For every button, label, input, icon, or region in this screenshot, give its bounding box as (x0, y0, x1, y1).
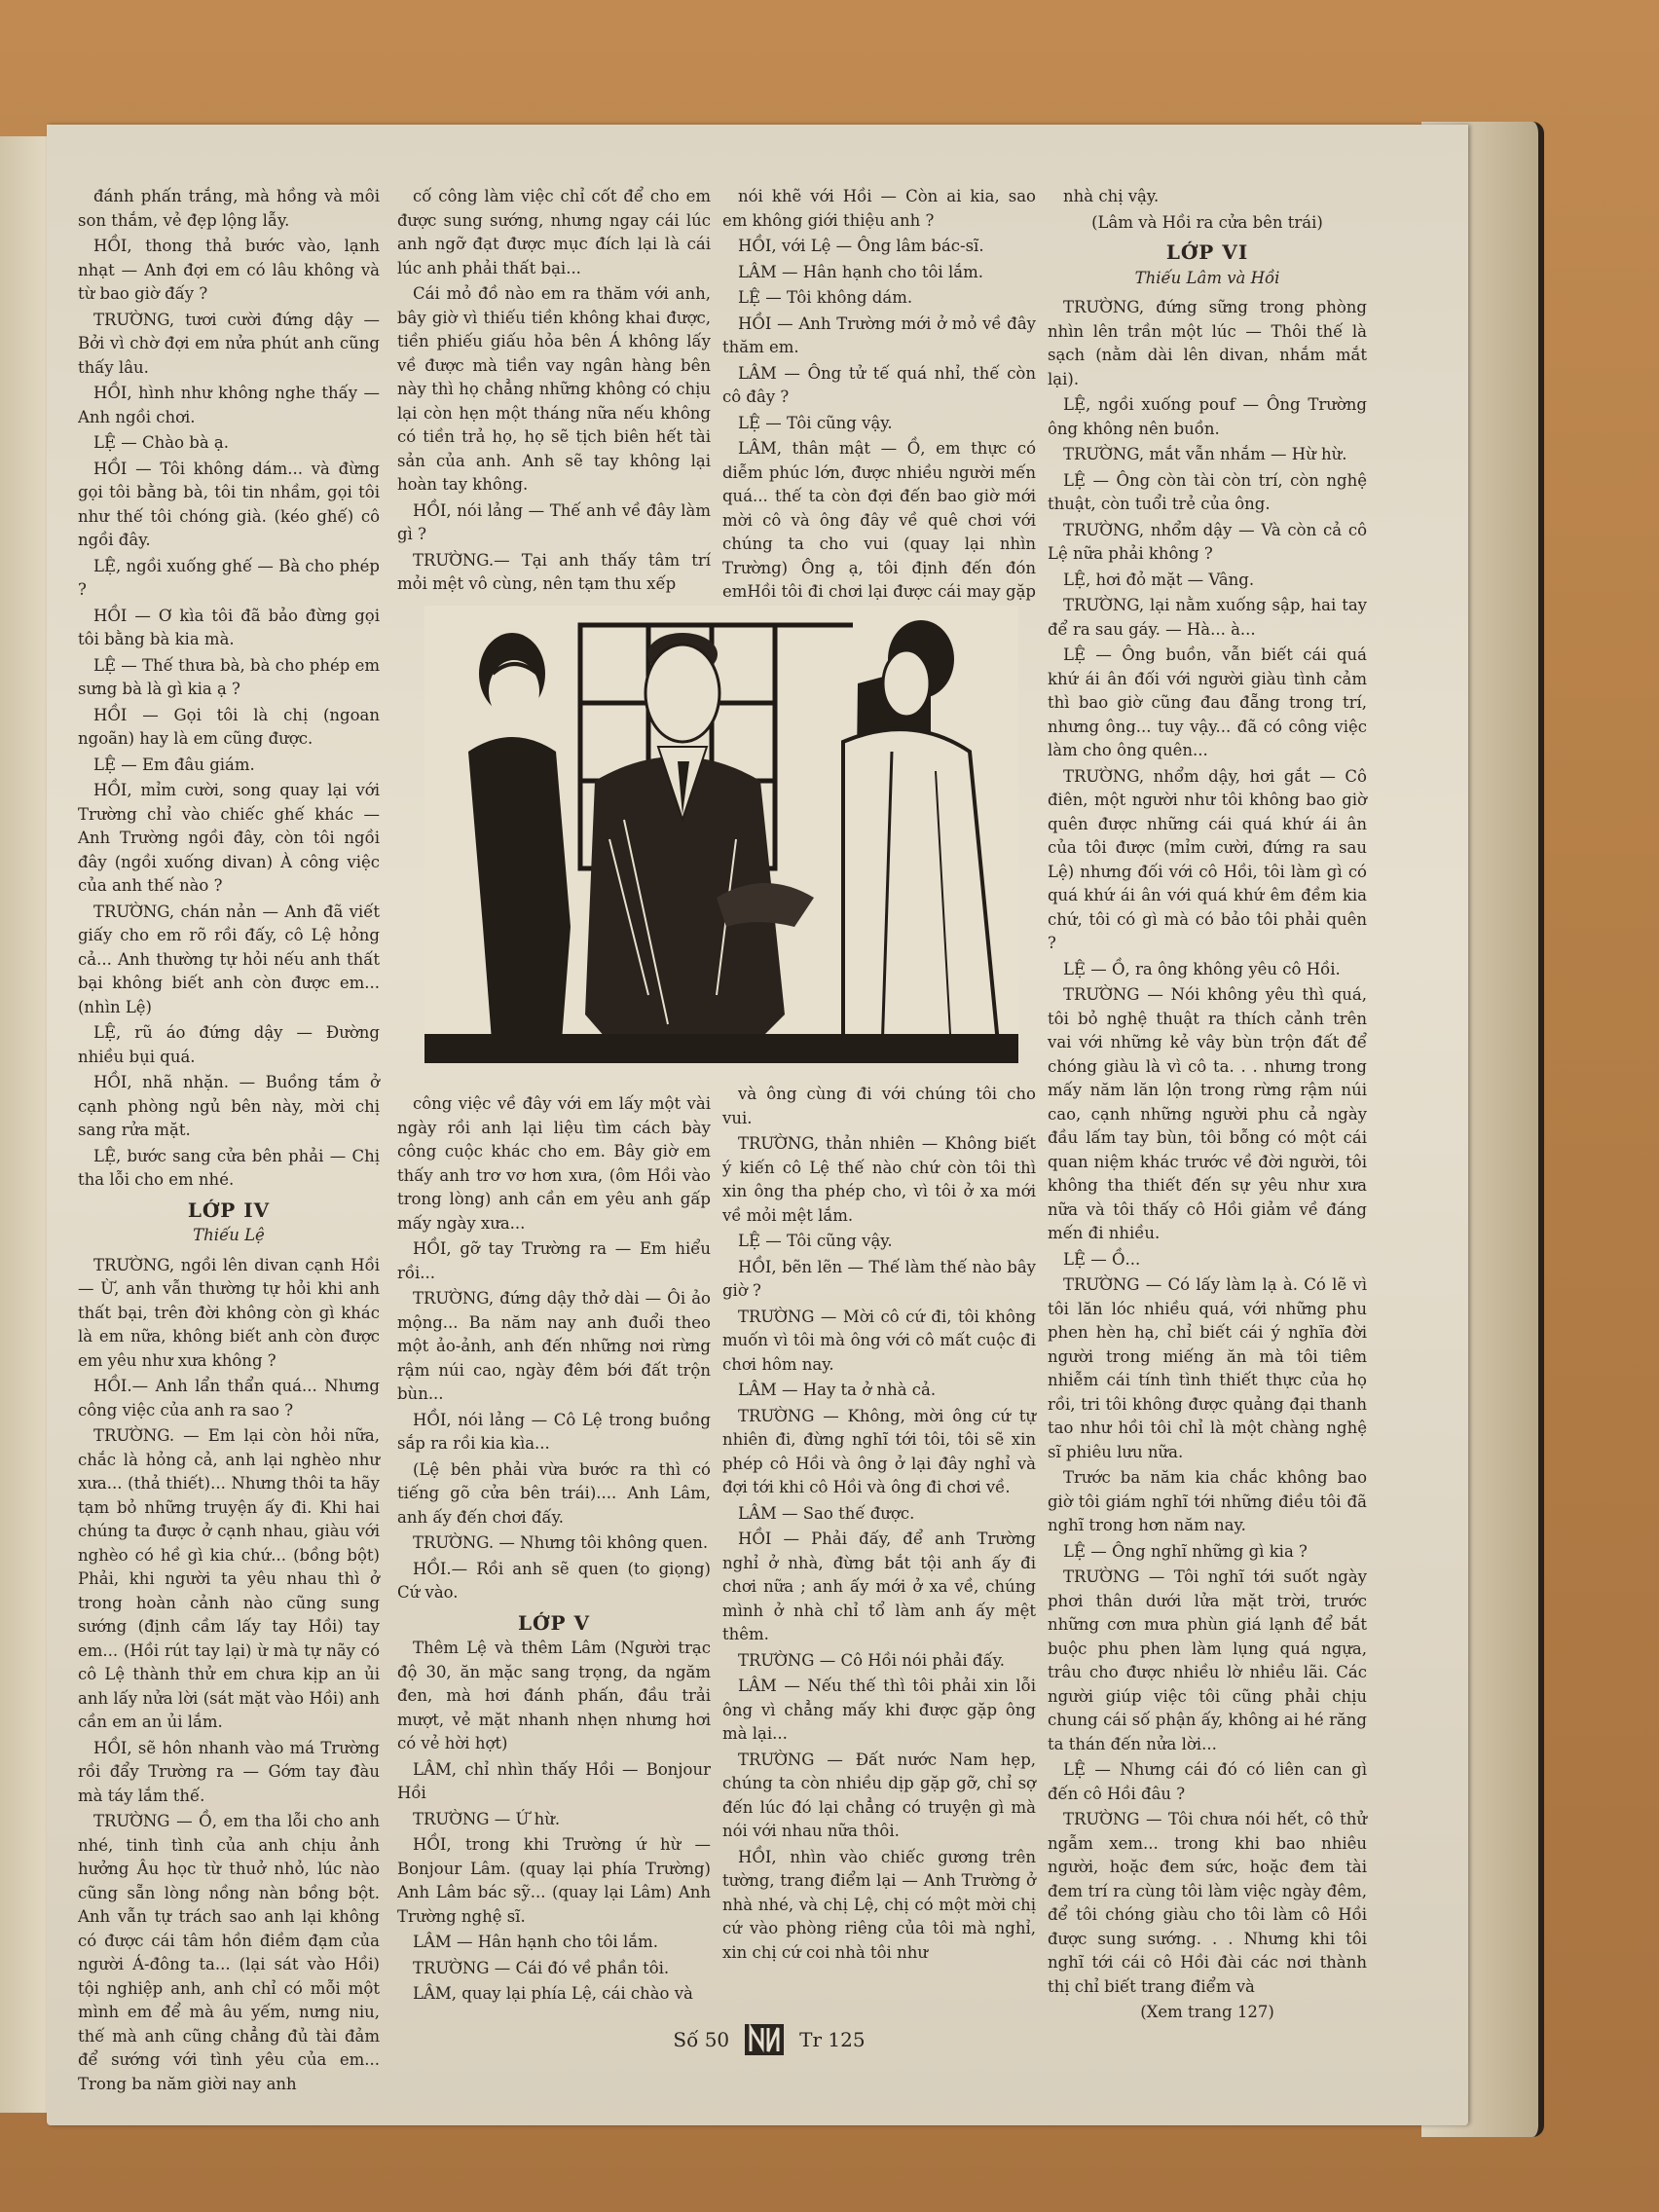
issue-number: Số 50 (673, 2028, 730, 2051)
text-paragraph: HỒI — Anh Trường mới ở mỏ về đây thăm em. (722, 313, 1036, 356)
text-paragraph: LỆ — Tôi không dám. (738, 288, 913, 307)
text-paragraph: LỆ — Tôi cũng vậy. (738, 1232, 893, 1250)
text-paragraph: TRƯỜNG. — Nhưng tôi không quen. (413, 1533, 709, 1552)
woodcut-illustration (424, 606, 1018, 1063)
text-paragraph: HỒI, bẽn lẽn — Thế làm thế nào bây giờ ? (722, 1257, 1036, 1300)
text-paragraph: TRƯỜNG, nhổm dậy — Và còn cả cô Lệ nữa phải không ? (1048, 520, 1367, 563)
text-paragraph: LỆ — Thế thưa bà, bà cho phép em sưng bà là gì kia ạ ? (78, 655, 380, 698)
text-paragraph: LÂM — Hân hạnh cho tôi lắm. (738, 262, 983, 281)
text-paragraph: LÂM — Hay ta ở nhà cả. (738, 1381, 937, 1399)
text-paragraph: TRƯỜNG, lại nằm xuống sập, hai tay để ra sau gáy. — Hà... à... (1048, 596, 1367, 639)
text-paragraph: LỆ, bước sang cửa bên phải — Chị tha lỗi cho em nhé. (78, 1146, 380, 1189)
section-subheading: Thiếu Lệ (193, 1226, 265, 1244)
text-paragraph: TRƯỜNG — Mời cô cứ đi, tôi không muốn vì tôi mà ông với cô mất cuộc đi chơi hôm nay. (722, 1307, 1036, 1374)
text-paragraph: TRƯỜNG, đứng dậy thở dài — Ôi ảo mộng... Ba năm nay anh đuổi theo một ảo-ảnh, anh đến những nơi rừng rậm núi cao, ngày đêm bới đất trộn bùn... (397, 1289, 711, 1403)
text-paragraph: HỒI, mỉm cười, song quay lại với Trường chỉ vào chiếc ghế khác — Anh Trường ngồi đây, còn tôi ngồi đây (ngồi xuống divan) À công việc của anh thế nào ? (78, 781, 380, 895)
text-paragraph: TRƯỜNG — Ứ hừ. (413, 1809, 561, 1828)
page-footer (643, 2015, 896, 2064)
text-paragraph: TRƯỜNG. — Em lại còn hỏi nữa, chắc là hỏng cả, anh lại nghèo như xưa... (thả thiết)... Nhưng thôi ta hãy tạm bỏ những truyện ấy đi. Khi hai chúng ta được ở cạnh nhau, giàu với nghèo có hề gì kia chứ... (bồng bột) Phải, khi người ta yêu nhau thì ở trong hoàn cảnh nào cũng sung sướng (định cầm lấy tay Hồi) tay em... (Hồi rút tay lại) ừ mà tự nãy có cô Lệ thành thử em chưa kịp an ủi anh lấy nửa lời (sát mặt vào Hồi) anh cần em an ủi lắm. (78, 1426, 380, 1731)
text-paragraph: LÂM — Hân hạnh cho tôi lắm. (413, 1933, 658, 1951)
text-paragraph: và ông cùng đi với chúng tôi cho vui. (722, 1085, 1036, 1127)
text-column-2-bottom (397, 1092, 711, 2009)
text-paragraph: HỒI.— Rồi anh sẽ quen (to giọng) Cứ vào. (397, 1559, 711, 1602)
text-paragraph: HỒI, nhã nhặn. — Buồng tắm ở cạnh phòng ngủ bên này, mời chị sang rửa mặt. (78, 1073, 380, 1139)
text-paragraph: LỆ — Ông còn tài còn trí, còn nghệ thuật, còn tuổi trẻ của ông. (1048, 470, 1367, 513)
text-paragraph: LÂM, thân mật — Ồ, em thực có diễm phúc lớn, được nhiều người mến quá... thế ta còn đợi đến bao giờ mới mời cô và ông đây về quê chơi với chúng ta cho vui (quay lại nhìn Trường) Ông ạ, tôi định đến đón emHồi tôi đi chơi lại được cái may gặp (722, 439, 1036, 601)
text-paragraph: đánh phấn trắng, mà hồng và môi son thắm, vẻ đẹp lộng lẫy. (78, 187, 380, 230)
text-paragraph: TRƯỜNG — Đất nước Nam hẹp, chúng ta còn nhiều dịp gặp gỡ, chỉ sợ đến lúc đó lại chẳng có truyện gì mà nói với nhau nữa thôi. (722, 1750, 1036, 1840)
text-paragraph: HỒI — Gọi tôi là chị (ngoan ngoãn) hay là em cũng được. (78, 705, 380, 748)
text-paragraph: HỒI.— Anh lẩn thẩn quá... Nhưng công việc của anh ra sao ? (78, 1377, 380, 1419)
text-column-2-top (397, 185, 711, 599)
text-paragraph: LỆ, hơi đỏ mặt — Vâng. (1063, 570, 1255, 589)
section-subheading: Thiếu Lâm và Hồi (1134, 268, 1280, 287)
section-heading: LỚP V (517, 1610, 590, 1635)
page-number: Tr 125 (799, 2028, 866, 2051)
text-paragraph: TRƯỜNG, ngồi lên divan cạnh Hồi — Ừ, anh vẫn thường tự hỏi khi anh thất bại, trên đời không còn gì khác là em nữa, không biết anh còn được em yêu như xưa không ? (78, 1255, 380, 1370)
text-paragraph: LỆ, ngồi xuống pouf — Ông Trường ông không nên buồn. (1048, 395, 1367, 438)
text-paragraph: HỒI, gỡ tay Trường ra — Em hiểu rồi... (397, 1239, 711, 1282)
section-heading: LỚP VI (1165, 240, 1249, 264)
text-paragraph: LỆ — Em đâu giám. (93, 755, 255, 774)
text-paragraph: TRƯỜNG — Cái đó về phần tôi. (413, 1958, 670, 1977)
text-paragraph: LỆ — Ông buồn, vẫn biết cái quá khứ ái ân đối với người giàu tình cảm thì bao giờ cũng đau đẵng trong trí, nhưng ông... tuy vậy... đã có công việc làm cho ông quên... (1048, 645, 1367, 759)
text-paragraph: TRƯỜNG, tươi cười đứng dậy — Bởi vì chờ đợi em nửa phút anh cũng thấy lâu. (78, 310, 380, 377)
text-paragraph: HỒI, nói lảng — Thế anh về đây làm gì ? (397, 500, 711, 543)
text-paragraph: TRƯỜNG — Tôi chưa nói hết, cô thử ngẫm xem... trong khi bao nhiêu người, hoặc đem sức, hoặc đem tài đem trí ra cùng tôi làm việc ngày đêm, để tôi chóng giàu cho tôi làm cô Hồi được sung sướng. . . Nhưng khi tôi nghĩ tới cái cô Hồi đài các nơi thành thị chỉ biết trang điểm và (1048, 1810, 1367, 1996)
magazine-logo-icon (743, 2018, 786, 2061)
text-paragraph: công việc về đây với em lấy một vài ngày rồi anh lại liệu tìm cách bày công cuộc khác cho em. Bây giờ em thấy anh trơ vơ hơn xưa, (ôm Hồi vào trong lòng) anh cần em yêu anh gấp mấy ngày xưa... (397, 1094, 711, 1233)
text-paragraph: HỒI — Tôi không dám... và đừng gọi tôi bằng bà, tôi tin nhầm, gọi tôi như thế tôi chóng già. (kéo ghế) cô ngồi đây. (78, 459, 380, 549)
text-paragraph: LÂM — Nếu thế thì tôi phải xin lỗi ông vì chẳng mấy khi được gặp ông mà lại... (722, 1677, 1036, 1743)
text-paragraph: LỆ — Ồ, ra ông không yêu cô Hồi. (1063, 959, 1341, 978)
text-paragraph: (Lâm và Hồi ra cửa bên trái) (1091, 212, 1323, 232)
text-column-1 (78, 185, 380, 2098)
text-paragraph: TRƯỜNG, chán nản — Anh đã viết giấy cho em rõ rồi đấy, cô Lệ hỏng cả... Anh thường tự hỏi nếu anh thất bại không biết anh còn được em... (nhìn Lệ) (78, 902, 380, 1016)
text-paragraph: LÂM — Ông tử tế quá nhỉ, thế còn cô đây ? (722, 363, 1036, 406)
illustration-three-figures (424, 606, 1018, 1063)
text-paragraph: nhà chị vậy. (1063, 187, 1160, 205)
text-paragraph: LÂM, quay lại phía Lệ, cái chào và (413, 1984, 693, 2003)
text-paragraph: HỒI — Phải đấy, để anh Trường nghỉ ở nhà, đừng bắt tội anh ấy đi chơi nữa ; anh ấy mới ở xa về, chúng mình ở nhà chỉ tổ làm anh ấy mệt thêm. (722, 1530, 1036, 1643)
text-paragraph: Trước ba năm kia chắc không bao giờ tôi giám nghĩ tới những điều tôi đã nghĩ trong hơn năm nay. (1048, 1468, 1367, 1534)
text-paragraph: LỆ — Chào bà ạ. (93, 433, 229, 452)
text-paragraph: TRƯỜNG — Không, mời ông cứ tự nhiên đi, đừng nghĩ tới tôi, tôi sẽ xin phép cô Hồi và ông ở lại đây nghỉ và đợi tới khi cô Hồi và ông đi chơi về. (722, 1406, 1036, 1496)
text-column-3-top (722, 185, 1036, 630)
text-paragraph: HỒI, sẽ hôn nhanh vào má Trường rồi đẩy Trường ra — Gớm tay đàu mà táy lắm thế. (78, 1738, 380, 1805)
section-heading: LỚP IV (187, 1198, 271, 1222)
previous-page-edge (0, 136, 49, 2113)
text-column-4 (1048, 185, 1367, 2027)
text-paragraph: TRƯỜNG — Ồ, em tha lỗi cho anh nhé, tinh tình của anh chịu ảnh hưởng Âu học từ thuở nhỏ, lúc nào cũng sẵn lòng nồng nàn bồng bột. Anh vẫn tự trách sao anh lại không có được cái tâm hồn điềm đạm của người Á-đông ta... (lại sát vào Hồi) tội nghiệp anh, anh chỉ có mỗi một mình em để mà âu yếm, nưng niu, thế mà anh cũng chẳng đủ tài đảm để sướng với tình yêu của em... Trong ba năm giời nay anh (78, 1812, 380, 2093)
text-paragraph: LÂM, chỉ nhìn thấy Hồi — Bonjour Hồi (397, 1759, 711, 1802)
text-paragraph: LỆ, ngồi xuống ghế — Bà cho phép ? (78, 556, 380, 599)
text-paragraph: TRƯỜNG — Cô Hồi nói phải đấy. (738, 1650, 1005, 1670)
text-paragraph: HỒI — Ơ kìa tôi đã bảo đừng gọi tôi bằng bà kia mà. (78, 606, 380, 648)
text-paragraph: LÂM — Sao thế được. (738, 1503, 915, 1523)
text-paragraph: HỒI, thong thả bước vào, lạnh nhạt — Anh đợi em có lâu không và từ bao giờ đấy ? (78, 237, 380, 303)
text-paragraph: HỒI, nhìn vào chiếc gương trên tường, trang điểm lại — Anh Trường ở nhà nhé, và chị Lệ, chị có một mời chị cứ vào phòng riêng của tôi mà nghỉ, xin chị cứ coi nhà tôi như (722, 1847, 1036, 1962)
text-paragraph: HỒI, trong khi Trường ứ hừ — Bonjour Lâm. (quay lại phía Trường) Anh Lâm bác sỹ... (quay lại Lâm) Anh Trường nghệ sĩ. (397, 1835, 711, 1926)
text-paragraph: TRƯỜNG, nhổm dậy, hơi gắt — Cô điên, một người như tôi không bao giờ quên được những cái quá khứ ái ân của tôi được (mỉm cười, đứng ra sau Lệ) nhưng đối với cô Hồi, tôi làm gì có quá khứ ái ân với quá khứ êm đềm kia chứ, tôi có gì mà có bảo tôi phải quên ? (1048, 766, 1367, 952)
text-paragraph: HỒI, hình như không nghe thấy — Anh ngồi chơi. (78, 384, 380, 426)
text-paragraph: Cái mỏ đồ nào em ra thăm với anh, bây giờ vì thiếu tiền không khai được, tiền phiếu giấu hỏa bên Á không lấy về được mà tiền vay ngân hàng bên này thì họ chẳng những không có chịu lại còn hẹn một tháng nữa nếu không có tiền trả họ, họ sẽ tịch biên hết tài sản của anh. Anh sẽ tay không lại hoàn tay không. (397, 284, 711, 494)
text-paragraph: (Xem trang 127) (1140, 2003, 1274, 2021)
text-paragraph: (Lệ bên phải vừa bước ra thì có tiếng gõ cửa bên trái).... Anh Lâm, anh ấy đến chơi đấy. (397, 1459, 711, 1527)
text-paragraph: LỆ, rũ áo đứng dậy — Đường nhiều bụi quá. (78, 1023, 380, 1066)
text-paragraph: nói khẽ với Hồi — Còn ai kia, sao em không giới thiệu anh ? (722, 187, 1036, 230)
text-paragraph: LỆ — Nhưng cái đó có liên can gì đến cô Hồi đâu ? (1048, 1760, 1367, 1803)
text-paragraph: TRƯỜNG, thản nhiên — Không biết ý kiến cô Lệ thế nào chứ còn tôi thì xin ông tha phép cho, vì tôi ở xa mới về mỏi mệt lắm. (722, 1134, 1036, 1225)
text-paragraph: TRƯỜNG — Có lấy làm lạ à. Có lẽ vì tôi lăn lóc nhiều quá, với những phu phen hèn hạ, chỉ biết cái ý nghĩa đời người trong miếng ăn mà tôi tiêm nhiễm cái tính tình thiết thực của họ rồi, tri tôi không được quảng đại thanh tao như hồi tôi chỉ là một chàng nghệ sĩ phiêu lưu nữa. (1048, 1275, 1367, 1461)
text-paragraph: TRƯỜNG, đứng sững trong phòng nhìn lên trần một lúc — Thôi thế là sạch (nằm dài lên divan, nhắm mắt lại). (1048, 298, 1367, 388)
text-paragraph: LỆ — Ồ... (1063, 1249, 1141, 1269)
text-paragraph: TRƯỜNG, mắt vẫn nhắm — Hừ hừ. (1063, 445, 1347, 463)
text-paragraph: TRƯỜNG.— Tại anh thấy tâm trí mỏi mệt vô cùng, nên tạm thu xếp (397, 550, 711, 593)
text-paragraph: LỆ — Tôi cũng vậy. (738, 413, 893, 432)
text-paragraph: HỒI, với Lệ — Ông lâm bác-sĩ. (738, 237, 984, 255)
text-column-3-bottom (722, 1083, 1036, 1967)
text-paragraph: Thêm Lệ và thêm Lâm (Người trạc độ 30, ăn mặc sang trọng, da ngăm đen, mà hơi đánh phấn, đầu trải mượt, vẻ mặt nhanh nhẹn nhưng hơi có vẻ hời hợt) (397, 1639, 711, 1752)
text-paragraph: TRƯỜNG — Tôi nghĩ tới suốt ngày phơi thân dưới lửa mặt trời, trước những cơn mưa phùn giá lạnh để bắt buộc phu phen làm lụng quá ngựa, trâu cho được nhiều lờ nhiều lãi. Các người giúp việc tôi cũng phải chịu chung cái số phận ấy, không ai hé răng ta thán đến nửa lời... (1048, 1567, 1367, 1753)
text-paragraph: LỆ — Ông nghĩ những gì kia ? (1063, 1541, 1308, 1561)
text-paragraph: TRƯỜNG — Nói không yêu thì quá, tôi bỏ nghệ thuật ra thích cảnh trên vai với những kẻ vây bùn trộn đất để chóng giàu là vì cô ta. . . nhưng trong mấy năm lăn lộn trong rừng rậm núi cao, cạnh những người phu cả ngày đầu lấm tay bùn, tôi bỗng có một cái quan niệm khác trước về đời người, tôi không tha thiết đến sự yêu như xưa nữa và tôi thấy cô Hồi giảm về đáng mến đi nhiều. (1048, 985, 1367, 1242)
text-paragraph: cố công làm việc chỉ cốt để cho em được sung sướng, nhưng ngay cái lúc anh ngỡ đạt được mục đích lại là cái lúc anh phải thất bại... (397, 187, 711, 277)
text-paragraph: HỒI, nói lảng — Cô Lệ trong buồng sắp ra rồi kia kìa... (397, 1410, 711, 1453)
